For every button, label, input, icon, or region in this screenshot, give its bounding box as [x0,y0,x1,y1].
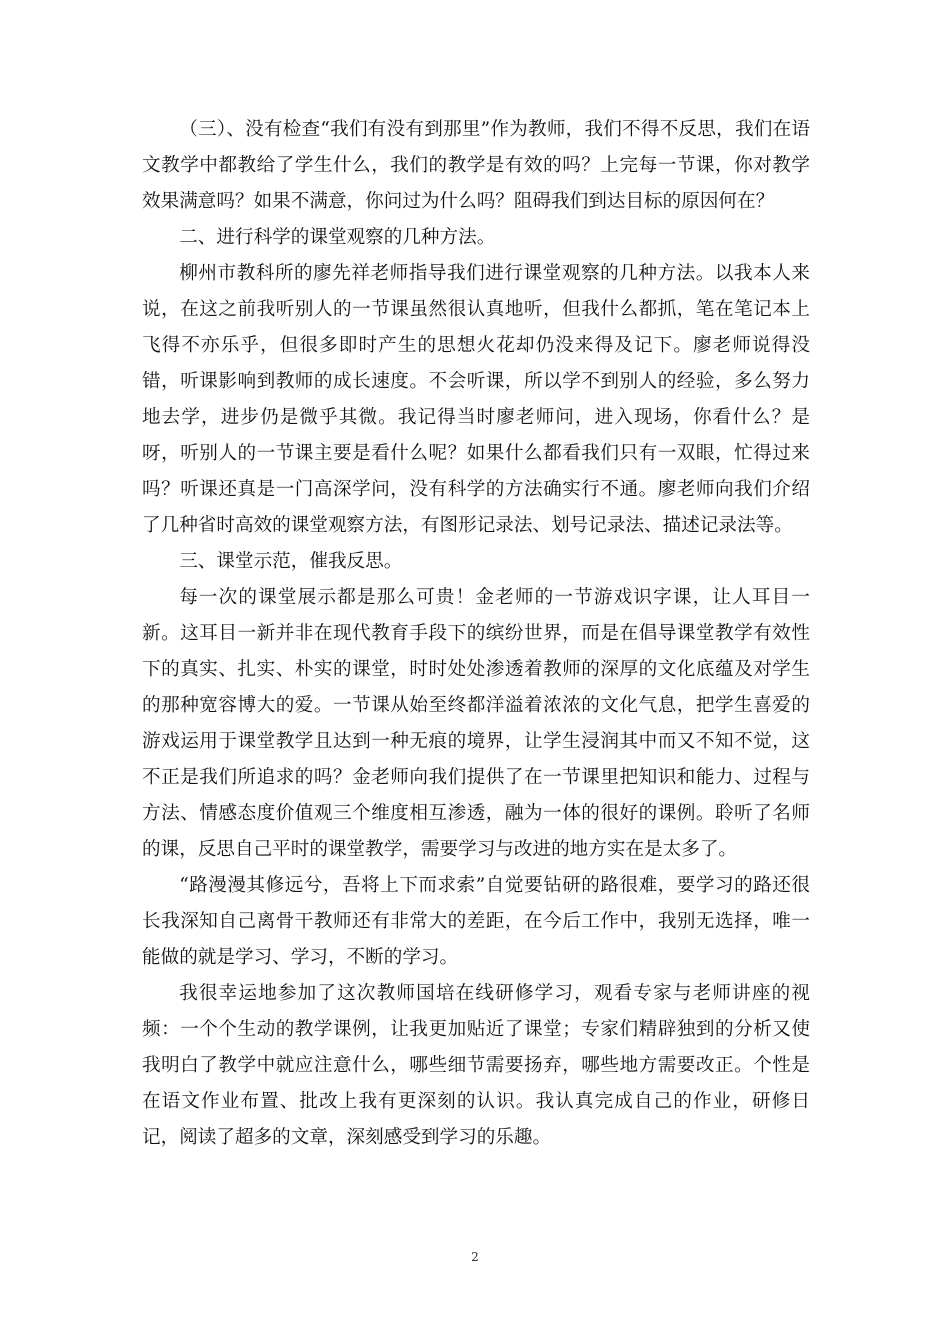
heading-classroom-demonstration: 三、课堂示范，催我反思。 [179,551,403,572]
page-number: 2 [471,1250,479,1264]
heading-observation-methods: 二、进行科学的课堂观察的几种方法。 [179,227,496,248]
paragraph-classroom-demonstration: 每一次的课堂展示都是那么可贵！金老师的一节游戏识字课，让人耳目一新。这耳目一新并非在现代教育手段下的缤纷世界，而是在倡导课堂教学有效性下的真实、扎实、朴实的课堂，时时处处渗透着教师的深厚的文化底蕴及对学生的那种宽容博大的爱。一节课从始至终都洋溢着浓浓的文化气息，把学生喜爱的游戏运用于课堂教学且达到一种无痕的境界，让学生浸润其中而又不知不觉，这不正是我们所追求的吗？金老师向我们提供了在一节课里把知识和能力、过程与方法、情感态度价值观三个维度相互渗透，融为一体的很好的课例。聆听了名师的课，反思自己平时的课堂教学，需要学习与改进的地方实在是太多了。 [142,587,810,860]
paragraph-online-training: 我很幸运地参加了这次教师国培在线研修学习，观看专家与老师讲座的视频：一个个生动的教学课例，让我更加贴近了课堂；专家们精辟独到的分析又使我明白了教学中就应注意什么，哪些细节需要扬弃，哪些地方需要改正。个性是在语文作业布置、批改上我有更深刻的认识。我认真完成自己的作业，研修日记，阅读了超多的文章，深刻感受到学习的乐趣。 [142,983,810,1148]
document-body [142,112,810,1156]
paragraph-observation-methods: 柳州市教科所的廖先祥老师指导我们进行课堂观察的几种方法。以我本人来说，在这之前我听别人的一节课虽然很认真地听，但我什么都抓，笔在笔记本上飞得不亦乐乎，但很多即时产生的思想火花却仍没来得及记下。廖老师说得没错，听课影响到教师的成长速度。不会听课，所以学不到别人的经验，多么努力地去学，进步仍是微乎其微。我记得当时廖老师问，进入现场，你看什么？是呀，听别人的一节课主要是看什么呢？如果什么都看我们只有一双眼，忙得过来吗？听课还真是一门高深学问，没有科学的方法确实行不通。廖老师向我们介绍了几种省时高效的课堂观察方法，有图形记录法、划号记录法、描述记录法等。 [142,263,810,536]
paragraph-quote-reflection: “路漫漫其修远兮，吾将上下而求索”自觉要钻研的路很难，要学习的路还很长我深知自己离骨干教师还有非常大的差距，在今后工作中，我别无选择，唯一能做的就是学习、学习，不断的学习。 [142,875,810,968]
paragraph-reflection-section-3: （三）、没有检查“我们有没有到那里”作为教师，我们不得不反思，我们在语文教学中都教给了学生什么，我们的教学是有效的吗？上完每一节课，你对教学效果满意吗？如果不满意，你问过为什么吗？阻碍我们到达目标的原因何在？ [142,119,810,212]
